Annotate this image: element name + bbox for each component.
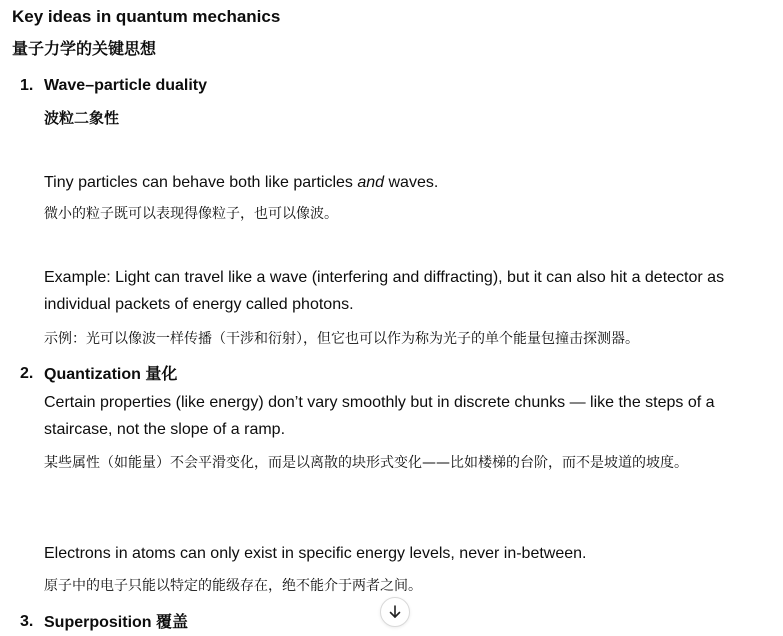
arrow-down-icon	[388, 604, 402, 620]
item-title-chinese: 波粒二象性	[44, 109, 120, 127]
description-text: Tiny particles can behave both like particles	[44, 174, 358, 191]
page-title-chinese: 量子力学的关键思想	[12, 39, 157, 58]
list-number: 3.	[20, 613, 34, 630]
item-title	[44, 611, 188, 634]
item-example: Electrons in atoms can only exist in specific energy levels, never in-between.	[44, 545, 587, 562]
item-title	[44, 75, 207, 97]
item-description: Certain properties (like energy) don’t vary smoothly but in discrete chunks — like the steps of a staircase, not the slope of a ramp.	[44, 394, 715, 438]
item-title-en: Quantization	[44, 366, 141, 383]
list-number: 1.	[20, 77, 34, 94]
item-title-en: Superposition	[44, 614, 152, 631]
item-description	[44, 169, 780, 196]
page-title: Key ideas in quantum mechanics	[12, 7, 281, 26]
item-example-chinese: 原子中的电子只能以特定的能级存在，绝不能介于两者之间。	[44, 578, 422, 594]
item-title	[44, 363, 177, 386]
scroll-to-bottom-button[interactable]	[380, 597, 410, 627]
item-example: Example: Light can travel like a wave (interfering and diffracting), but it can also hit a detector as individual packets of energy called photons.	[44, 269, 725, 313]
list-number: 2.	[20, 365, 34, 382]
item-example-chinese: 示例：光可以像波一样传播（干涉和衍射），但它也可以作为称为光子的单个能量包撞击探测器。	[44, 331, 639, 347]
item-description-chinese: 某些属性（如能量）不会平滑变化，而是以离散的块形式变化——比如楼梯的台阶，而不是坡道的坡度。	[44, 455, 688, 471]
item-title-zh: 覆盖	[156, 612, 189, 631]
description-emphasis: and	[357, 174, 385, 191]
item-title-en: Wave–particle duality	[44, 77, 208, 94]
description-text-end: waves.	[384, 174, 439, 191]
item-description-chinese: 微小的粒子既可以表现得像粒子，也可以像波。	[44, 206, 338, 222]
item-title-zh: 量化	[145, 364, 178, 383]
